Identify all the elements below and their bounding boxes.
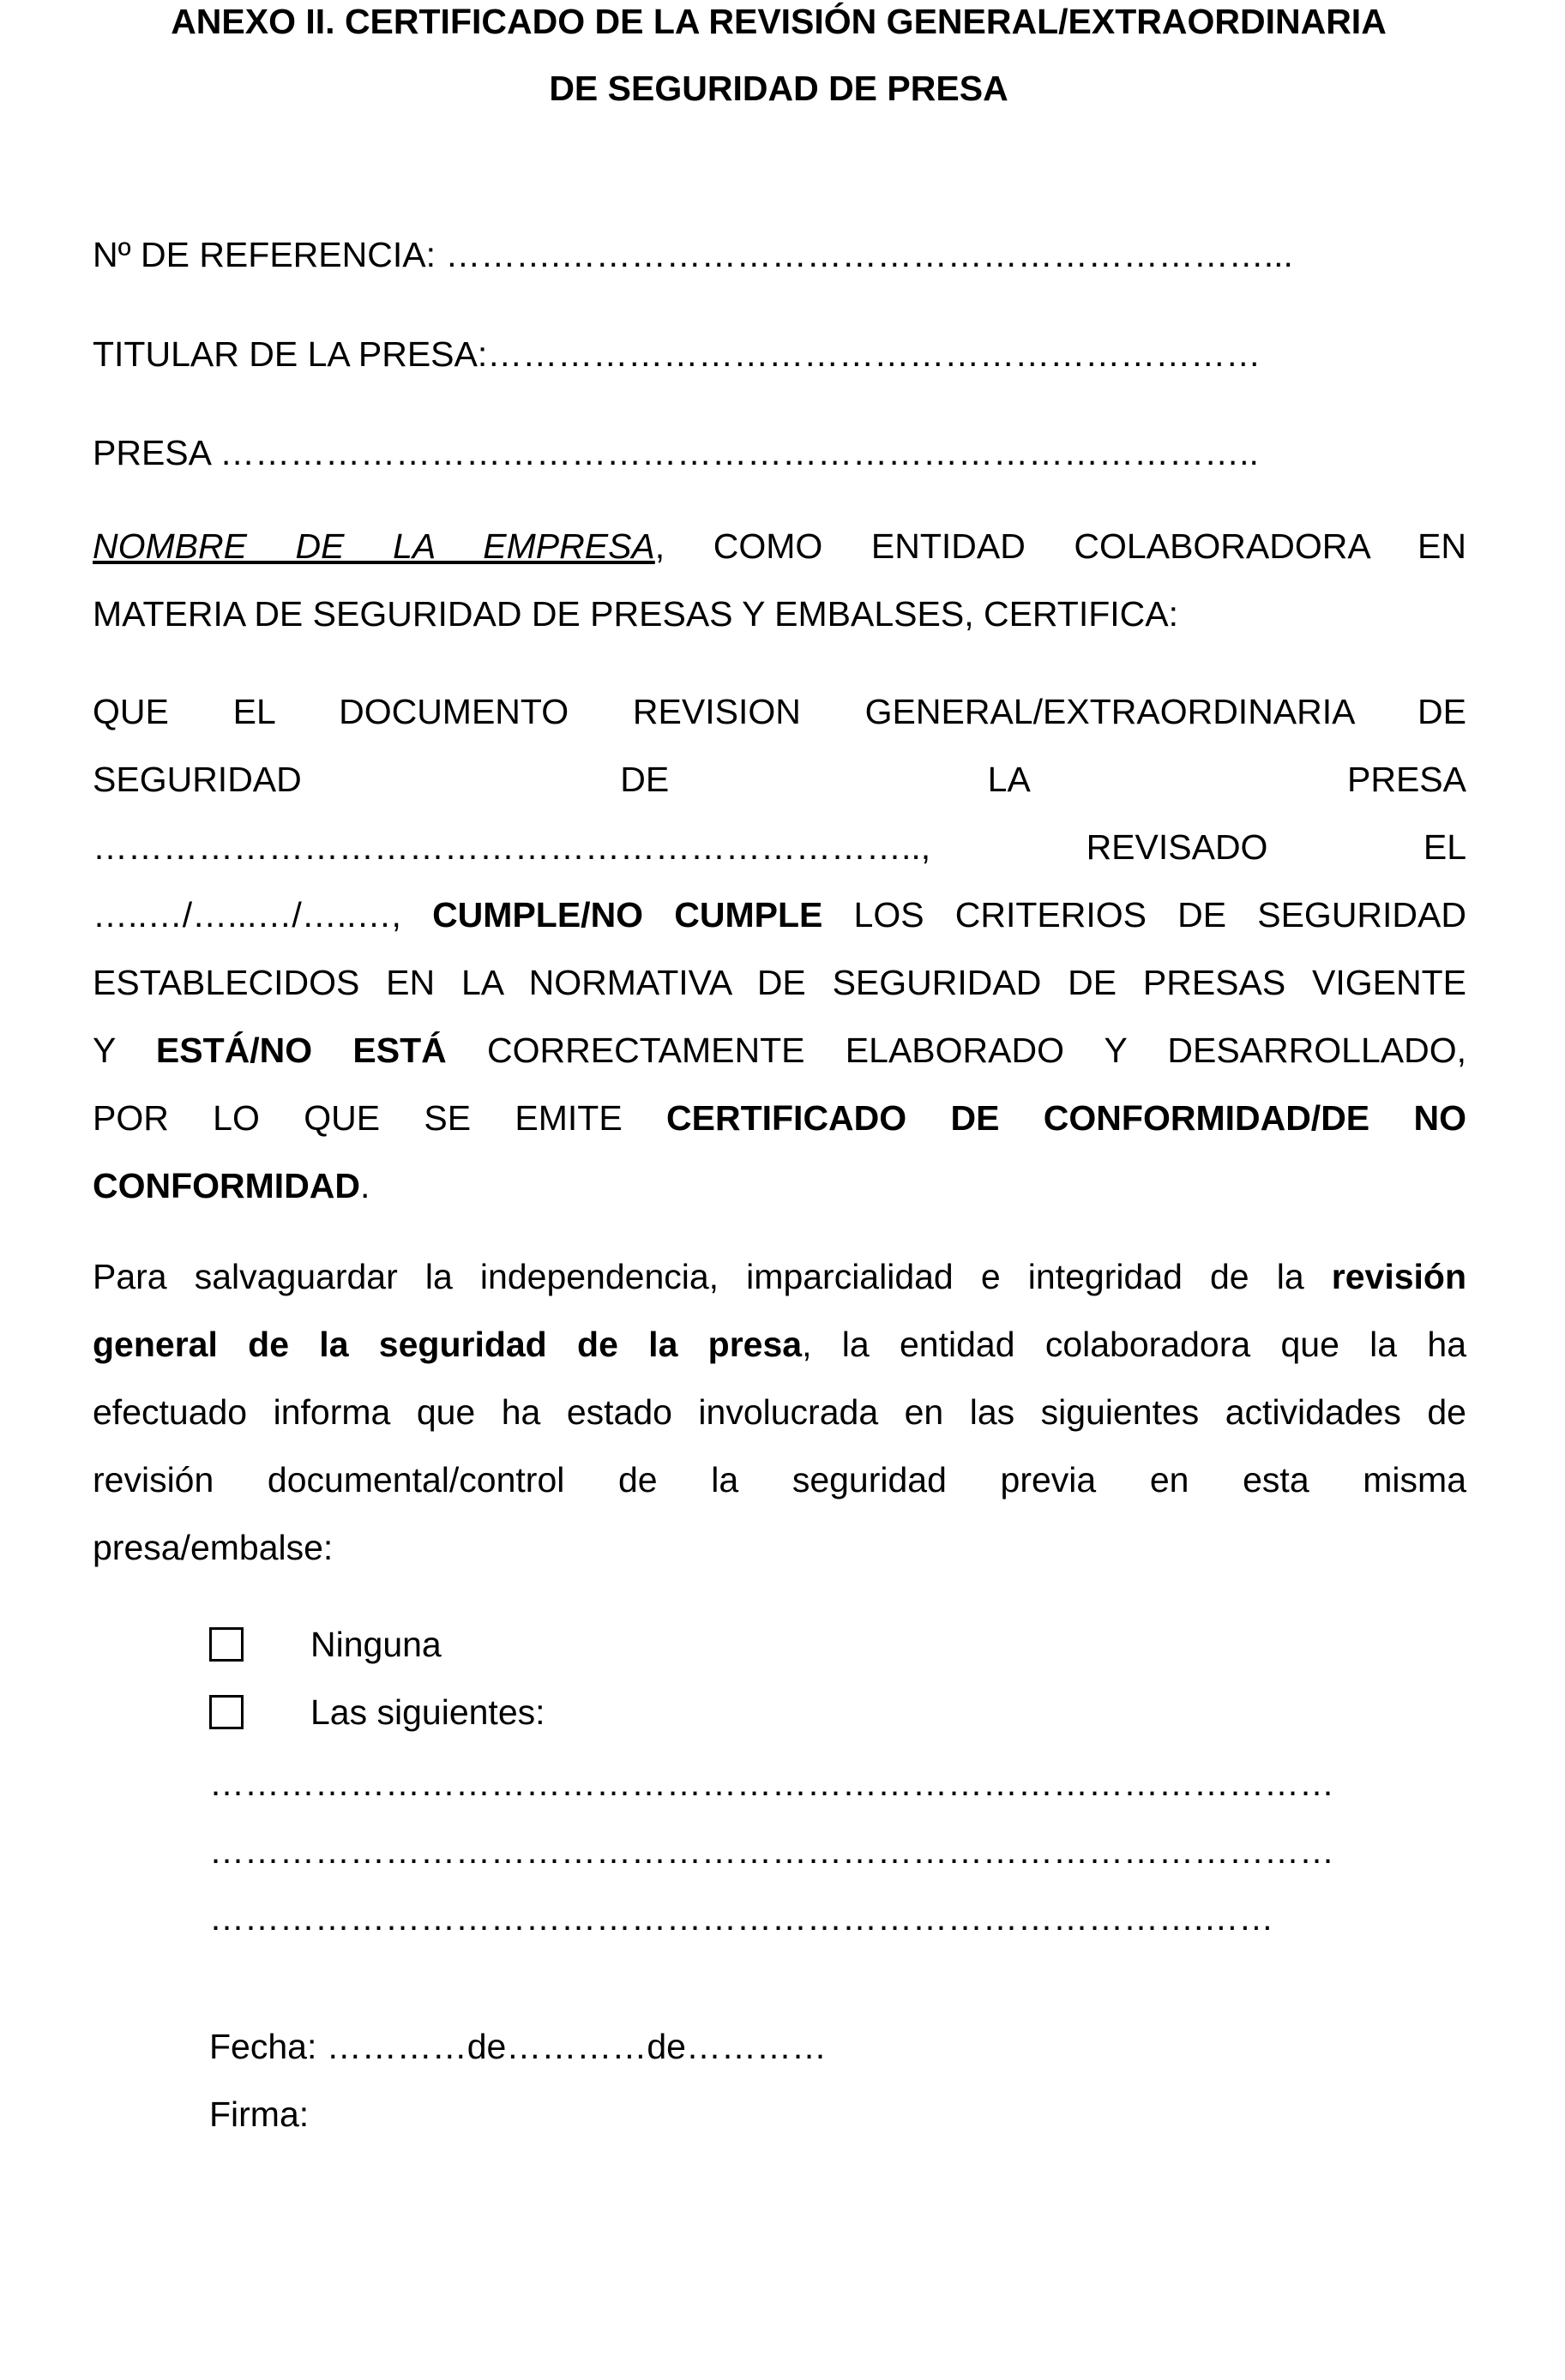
- activities-line-3[interactable]: ………………………………………………………………………….……: [209, 1898, 1274, 1938]
- company-line-1: [93, 513, 1466, 580]
- para-line-1-start: Para salvaguardar la independencia, imparcialidad e integridad de la: [93, 1257, 1332, 1296]
- document-title: [93, 0, 1465, 122]
- que-line-8-end: .: [360, 1166, 370, 1205]
- para-line-3: efectuado informa que ha estado involucrada en las siguientes actividades de: [93, 1392, 1466, 1432]
- conformity-option-end: CONFORMIDAD: [93, 1166, 361, 1205]
- signature-label: Firma:: [209, 2095, 310, 2134]
- que-line-6: [93, 1017, 1466, 1085]
- que-line-4: [93, 881, 1466, 949]
- para-line-4: revisión documental/control de la seguridad previa en esta misma: [93, 1460, 1466, 1500]
- company-line-1-rest: , COMO ENTIDAD COLABORADORA EN: [654, 526, 1466, 566]
- review-date-blank: …..…/…...…/…..…,: [93, 895, 433, 935]
- option-ninguna[interactable]: [209, 1619, 442, 1670]
- que-line-7: [93, 1085, 1466, 1152]
- date-field[interactable]: Fecha: …………de…………de…………: [209, 2027, 827, 2066]
- para-line-2: [93, 1311, 1466, 1379]
- para-line-1: [93, 1243, 1466, 1311]
- para-line-5: presa/embalse:: [93, 1528, 334, 1567]
- para-line-2-bold: general de la seguridad de la presa: [93, 1325, 803, 1364]
- independence-paragraph: [93, 1243, 1466, 1582]
- reference-number-field[interactable]: Nº DE REFERENCIA: ……….……………………………………………………...: [93, 235, 1293, 274]
- que-line-3: …………………………………………………………….., REVISADO EL: [93, 827, 1466, 867]
- title-line-1: ANEXO II. CERTIFICADO DE LA REVISIÓN GENERAL/EXTRAORDINARIA: [171, 2, 1387, 41]
- que-line-2: SEGURIDAD DE LA PRESA: [93, 760, 1466, 799]
- que-line-8: [93, 1152, 1466, 1220]
- activities-line-1[interactable]: ……………………………………………………………………………………: [209, 1764, 1334, 1803]
- esta-option: ESTÁ/NO ESTÁ: [155, 1031, 447, 1070]
- activities-line-2[interactable]: ……………………………………………………………………………………: [209, 1831, 1334, 1871]
- ninguna-label: Ninguna: [310, 1624, 442, 1664]
- que-line-4-rest: LOS CRITERIOS DE SEGURIDAD: [822, 895, 1466, 935]
- que-line-6-rest: CORRECTAMENTE ELABORADO Y DESARROLLADO,: [446, 1031, 1466, 1070]
- company-name: NOMBRE DE LA EMPRESA: [93, 526, 655, 566]
- siguientes-checkbox[interactable]: [209, 1695, 244, 1729]
- que-line-6-start: Y: [93, 1031, 156, 1070]
- conformity-option: CERTIFICADO DE CONFORMIDAD/DE NO: [666, 1098, 1466, 1138]
- certification-paragraph: [93, 678, 1466, 1220]
- para-line-1-bold: revisión: [1331, 1257, 1466, 1296]
- que-line-1: QUE EL DOCUMENTO REVISION GENERAL/EXTRAORDINARIA DE: [93, 692, 1466, 731]
- option-las-siguientes[interactable]: [209, 1686, 545, 1738]
- ninguna-checkbox[interactable]: [209, 1627, 244, 1662]
- dam-name-field[interactable]: PRESA ……………………………………………………………………………..: [93, 433, 1259, 472]
- dam-owner-field[interactable]: TITULAR DE LA PRESA:…………………………………………………………: [93, 334, 1261, 374]
- que-line-5: ESTABLECIDOS EN LA NORMATIVA DE SEGURIDAD DE PRESAS VIGENTE: [93, 963, 1466, 1002]
- que-line-7-start: POR LO QUE SE EMITE: [93, 1098, 667, 1138]
- para-line-2-rest: , la entidad colaboradora que la ha: [802, 1325, 1466, 1364]
- title-line-2: DE SEGURIDAD DE PRESA: [549, 69, 1008, 108]
- cumple-option: CUMPLE/NO CUMPLE: [432, 895, 823, 935]
- company-line-2: MATERIA DE SEGURIDAD DE PRESAS Y EMBALSES, CERTIFICA:: [93, 594, 1179, 634]
- siguientes-label: Las siguientes:: [310, 1692, 545, 1732]
- company-statement: [93, 513, 1466, 648]
